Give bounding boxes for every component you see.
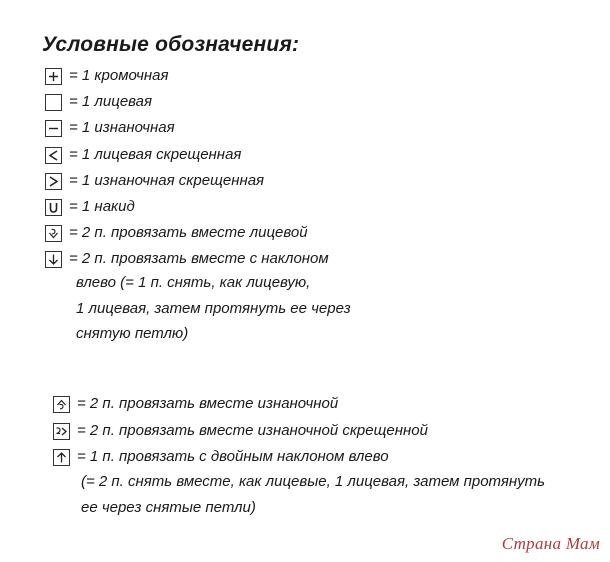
legend-continuation: снятую петлю) [76, 325, 189, 342]
legend-text: = 1 накид [69, 198, 135, 215]
plus-icon [45, 68, 62, 85]
legend-item-yarn-over [45, 196, 135, 218]
legend-text: = 2 п. провязать вместе изнаночной [77, 395, 339, 412]
p2tog-icon [53, 396, 70, 413]
k2tog-icon [45, 225, 62, 242]
legend-item-knit-crossed [45, 144, 241, 166]
legend-title: Условные обозначения: [42, 33, 300, 56]
legend-continuation: (= 2 п. снять вместе, как лицевые, 1 лицевая, затем протянуть [81, 473, 546, 490]
legend-item-p2tog [53, 393, 338, 415]
empty-square-icon [45, 94, 62, 111]
less-than-icon [45, 147, 62, 164]
legend-text: = 2 п. провязать вместе лицевой [69, 224, 308, 241]
legend-text: = 1 лицевая [69, 93, 153, 110]
legend-text: = 2 п. провязать вместе изнаночной скрещенной [77, 422, 428, 439]
legend-item-edge-stitch [45, 65, 169, 87]
legend-continuation: ее через снятые петли) [81, 499, 256, 516]
legend-item-k2tog-left [45, 248, 329, 270]
legend-item-k2tog [45, 222, 308, 244]
legend-continuation: влево (= 1 п. снять, как лицевую, [76, 274, 311, 291]
legend-text: = 1 кромочная [69, 67, 169, 84]
greater-than-icon [45, 173, 62, 190]
legend-continuation: 1 лицевая, затем протянуть ее через [76, 300, 351, 317]
legend-text: = 2 п. провязать вместе с наклоном [69, 250, 329, 267]
legend-item-purl-crossed [45, 170, 264, 192]
dash-icon [45, 120, 62, 137]
legend-item-sk2p [53, 446, 389, 468]
legend-text: = 1 п. провязать с двойным наклоном влево [77, 448, 389, 465]
legend-text: = 1 изнаночная скрещенная [69, 172, 265, 189]
legend-text: = 1 изнаночная [69, 119, 175, 136]
arrow-up-icon [53, 449, 70, 466]
legend-item-purl [45, 117, 175, 139]
legend-item-knit [45, 91, 152, 113]
arrow-down-icon [45, 251, 62, 268]
u-yarn-over-icon [45, 199, 62, 216]
legend-text: = 1 лицевая скрещенная [69, 146, 242, 163]
watermark-logo: Страна Мам [501, 534, 600, 553]
legend-item-p2tog-crossed [53, 420, 428, 442]
p2tog-tbl-icon [53, 423, 70, 440]
